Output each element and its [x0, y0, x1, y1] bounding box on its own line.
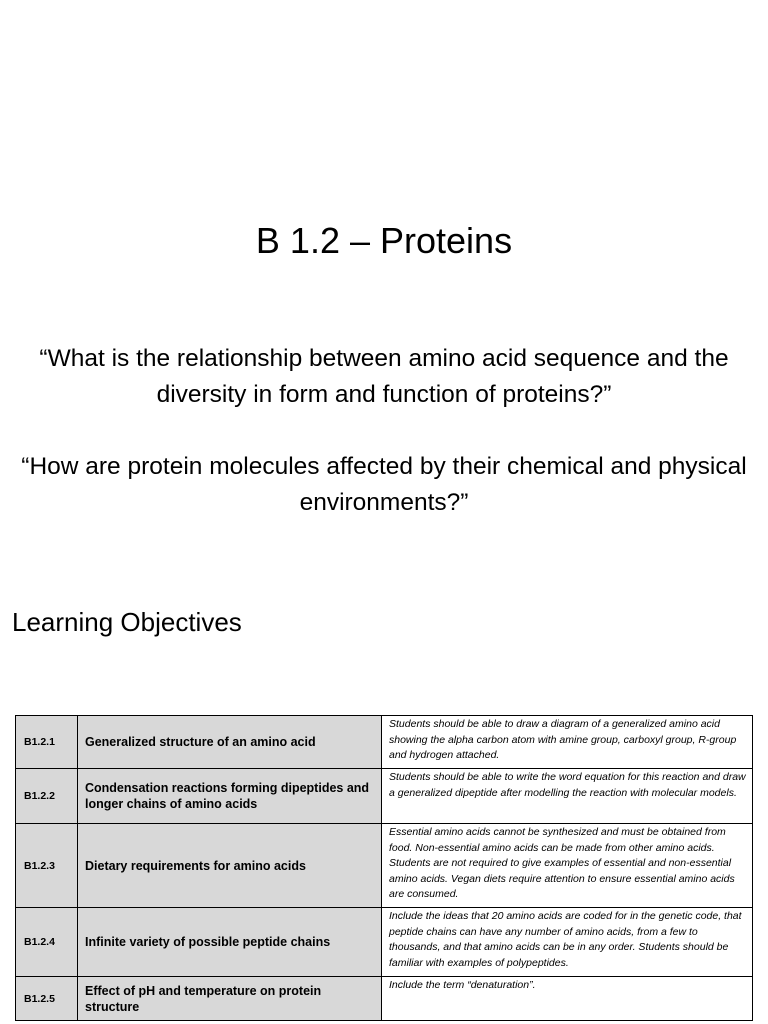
objective-topic: Dietary requirements for amino acids	[78, 824, 382, 908]
table-row	[16, 716, 753, 769]
objective-code: B1.2.2	[16, 769, 78, 824]
objective-code: B1.2.1	[16, 716, 78, 769]
guiding-question-2: “How are protein molecules affected by their chemical and physical environments?”	[21, 453, 747, 516]
objective-guidance: Include the ideas that 20 amino acids are coded for in the genetic code, that peptide chains can have any number of amino acids, from a few to thousands, and that amino acids can be in any order. Students should be familiar with examples of polypeptides.	[382, 908, 753, 977]
objective-topic: Condensation reactions forming dipeptides and longer chains of amino acids	[78, 769, 382, 824]
objective-topic: Effect of pH and temperature on protein structure	[78, 977, 382, 1021]
table-row	[16, 769, 753, 824]
objective-code: B1.2.5	[16, 977, 78, 1021]
objective-guidance: Students should be able to draw a diagram of a generalized amino acid showing the alpha carbon atom with amine group, carboxyl group, R-group and hydrogen attached.	[382, 716, 753, 769]
objective-guidance: Students should be able to write the word equation for this reaction and draw a generalized dipeptide after modelling the reaction with molecular models.	[382, 769, 753, 824]
learning-objectives-heading: Learning Objectives	[12, 607, 242, 637]
table-row	[16, 908, 753, 977]
guiding-question-1: “What is the relationship between amino acid sequence and the diversity in form and function of proteins?”	[39, 345, 729, 408]
table-row	[16, 977, 753, 1021]
objective-topic: Generalized structure of an amino acid	[78, 716, 382, 769]
objective-code: B1.2.3	[16, 824, 78, 908]
learning-objectives-table	[15, 715, 753, 1021]
table-row	[16, 824, 753, 908]
page-title: B 1.2 – Proteins	[255, 220, 513, 261]
objective-guidance: Essential amino acids cannot be synthesized and must be obtained from food. Non-essential amino acids can be made from other amino acids. Students are not required to give examples of essential and non-essential amino acids. Vegan diets require attention to ensure essential amino acids are consumed.	[382, 824, 753, 908]
objective-guidance: Include the term “denaturation”.	[382, 977, 753, 1021]
objective-topic: Infinite variety of possible peptide chains	[78, 908, 382, 977]
objective-code: B1.2.4	[16, 908, 78, 977]
